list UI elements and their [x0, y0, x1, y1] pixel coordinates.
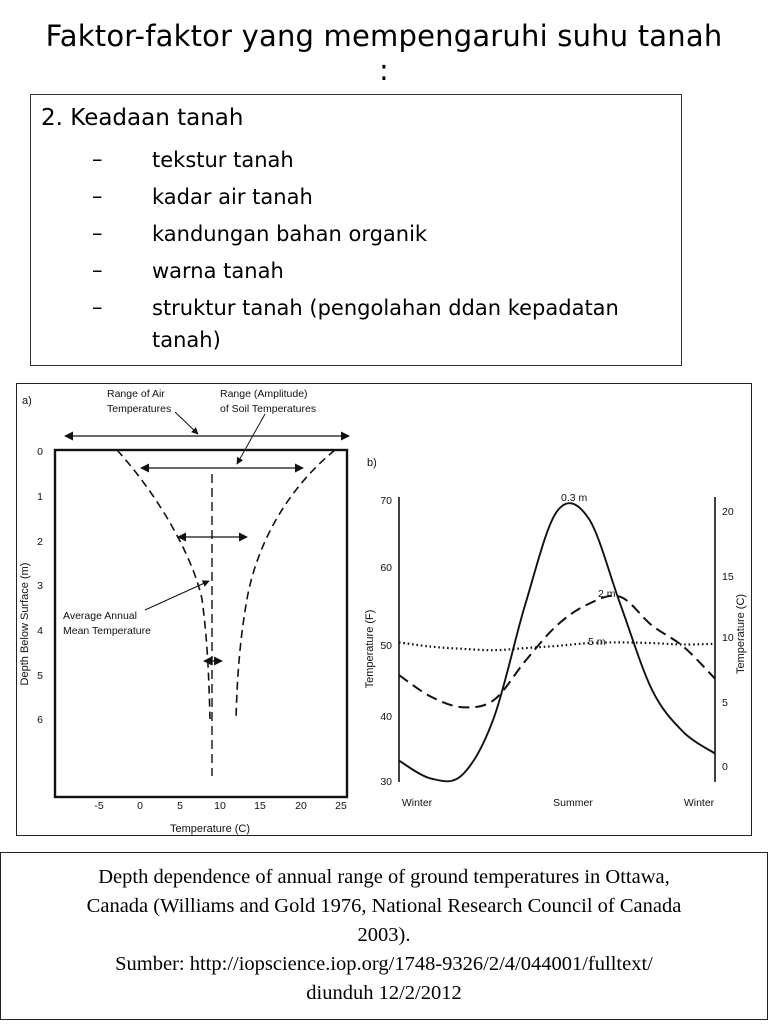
xtick-a: 10: [214, 800, 226, 812]
caption-line: Canada (Williams and Gold 1976, National Research Council of Canada: [86, 895, 682, 917]
annot-mean-line1: Average Annual: [63, 610, 137, 622]
ytick-b-right: 20: [722, 506, 734, 518]
page-title: [0, 16, 768, 90]
caption-line: Depth dependence of annual range of ground temperatures in Ottawa,: [98, 866, 670, 888]
xtick-a: 25: [335, 800, 347, 812]
ytick-b-right: 15: [722, 571, 734, 583]
annot-air-line2: Temperatures: [107, 403, 172, 415]
list-item: [31, 252, 683, 289]
ytick-a: 3: [37, 580, 43, 592]
dash-bullet: –: [92, 147, 103, 171]
annot-soil-line1: Range (Amplitude): [220, 388, 308, 400]
series-label-2m: 2 m: [598, 588, 616, 600]
dash-bullet: –: [92, 184, 103, 208]
list-item: [31, 215, 683, 252]
panel-a-plot-frame: [55, 450, 347, 797]
page-title-line-2: :: [379, 53, 389, 87]
annot-mean-pointer: [145, 581, 209, 610]
series-line-2m: [399, 596, 715, 708]
ytick-b-left: 50: [380, 640, 392, 652]
section-heading: 2. Keadaan tanah: [41, 105, 244, 131]
panel-b-ylabel-left: Temperature (F): [364, 609, 376, 689]
annot-air-line1: Range of Air: [107, 388, 165, 400]
caption-line: Sumber: http://iopscience.iop.org/1748-9326/2/4/044001/fulltext/: [115, 953, 653, 975]
soil-factor-list: [31, 141, 683, 358]
xtick-a: 20: [295, 800, 307, 812]
series-label-0-3m: 0.3 m: [561, 492, 588, 504]
ytick-a: 4: [37, 625, 43, 637]
ytick-a: 0: [37, 446, 43, 458]
series-line-0-3m: [399, 503, 715, 781]
xtick-a: 0: [137, 800, 143, 812]
ytick-b-left: 70: [380, 495, 392, 507]
figure-canvas: [17, 384, 752, 836]
xtick-a: -5: [94, 800, 104, 812]
panel-a-ylabel: Depth Below Surface (m): [19, 562, 31, 686]
list-item: [31, 178, 683, 215]
caption-line: diunduh 12/2/2012: [306, 982, 462, 1004]
xtick-b: Summer: [553, 797, 593, 809]
list-item-text: struktur tanah (pengolahan ddan kepadatan tanah): [152, 296, 619, 352]
list-item: [31, 141, 683, 178]
panel-b-ylabel-right: Temperature (C): [735, 593, 747, 675]
xtick-b: Winter: [683, 797, 715, 809]
list-item-text: tekstur tanah: [152, 148, 294, 172]
panel-a-xlabel: Temperature (C): [169, 823, 251, 835]
list-item-text: kadar air tanah: [152, 185, 313, 209]
soil-range-right-envelope: [236, 450, 335, 719]
figure-caption: [0, 852, 768, 1020]
dash-bullet: –: [92, 221, 103, 245]
ytick-b-left: 30: [380, 776, 392, 788]
ytick-b-right: 0: [722, 761, 728, 773]
ytick-b-left: 60: [380, 562, 392, 574]
panel-a-label: a): [22, 395, 32, 407]
soil-temperature-figure: [16, 383, 752, 836]
ytick-b-right: 10: [722, 632, 734, 644]
series-label-5m: 5 m: [588, 636, 606, 648]
list-item-text: warna tanah: [152, 259, 284, 283]
annot-soil-pointer: [237, 414, 265, 464]
dash-bullet: –: [92, 258, 103, 282]
ytick-b-left: 40: [380, 711, 392, 723]
annot-air-pointer: [175, 412, 198, 434]
annot-soil-line2: of Soil Temperatures: [220, 403, 317, 415]
caption-line: 2003).: [357, 924, 411, 946]
ytick-a: 1: [37, 491, 43, 503]
annot-mean-line2: Mean Temperature: [63, 625, 151, 637]
xtick-a: 5: [177, 800, 183, 812]
list-item-text: kandungan bahan organik: [152, 222, 428, 246]
page-title-line-1: Faktor-faktor yang mempengaruhi suhu tanah: [45, 19, 723, 53]
panel-b-label: b): [367, 457, 377, 469]
xtick-b: Winter: [401, 797, 433, 809]
list-item: [31, 289, 683, 358]
soil-range-left-envelope: [117, 450, 210, 719]
soil-condition-box: [30, 94, 682, 366]
ytick-a: 5: [37, 670, 43, 682]
series-line-5m: [399, 642, 715, 650]
ytick-a: 6: [37, 714, 43, 726]
xtick-a: 15: [254, 800, 266, 812]
dash-bullet: –: [92, 295, 103, 319]
ytick-a: 2: [37, 536, 43, 548]
ytick-b-right: 5: [722, 697, 728, 709]
